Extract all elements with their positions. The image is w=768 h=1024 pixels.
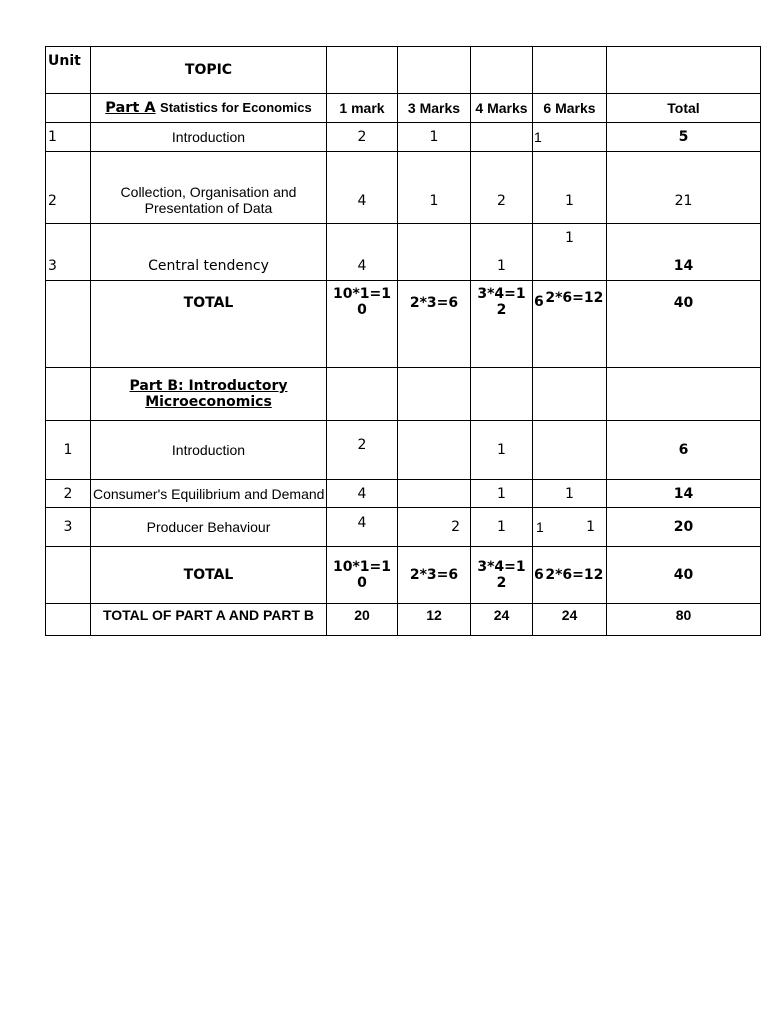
grand-total-mark-3: 12 (398, 604, 471, 636)
empty-cell (607, 47, 761, 94)
marks-distribution-table (45, 46, 761, 636)
empty-cell (46, 94, 91, 123)
part-a-total-row (46, 281, 761, 368)
mark-1: 2 (327, 123, 398, 152)
unit-number: 2 (46, 152, 91, 224)
mark-3 (398, 224, 471, 281)
col-6-marks: 6 Marks (533, 94, 607, 123)
table-row (46, 123, 761, 152)
part-b-total-row (46, 547, 761, 604)
mark-1: 4 (327, 508, 398, 547)
total-mark-6-lead: 6 (534, 294, 544, 310)
total-mark-3: 2*3=6 (398, 547, 471, 604)
total-mark-3: 2*3=6 (398, 281, 471, 368)
total-mark-1: 10*1=10 (327, 547, 398, 604)
table-row (46, 224, 761, 281)
empty-cell (533, 368, 607, 421)
mark-1: 4 (327, 480, 398, 508)
mark-6 (533, 508, 607, 547)
total-label: TOTAL (91, 281, 327, 368)
table-row (46, 152, 761, 224)
empty-cell (398, 368, 471, 421)
row-total: 20 (607, 508, 761, 547)
unit-number: 1 (46, 421, 91, 480)
total-mark-1: 10*1=10 (327, 281, 398, 368)
total-label: TOTAL (91, 547, 327, 604)
row-total: 14 (607, 224, 761, 281)
empty-cell (46, 604, 91, 636)
mark-3: 1 (398, 123, 471, 152)
row-total: 5 (607, 123, 761, 152)
unit-number: 1 (46, 123, 91, 152)
header-row (46, 47, 761, 94)
topic-name: Collection, Organisation and Presentation of Data (91, 152, 327, 224)
empty-cell (398, 47, 471, 94)
mark-6-value: 1 (586, 519, 595, 535)
total-mark-6-lead: 6 (534, 567, 544, 583)
grand-total-mark-6: 24 (533, 604, 607, 636)
part-a-heading (91, 94, 327, 123)
topic-name: Introduction (91, 123, 327, 152)
mark-4: 1 (471, 224, 533, 281)
mark-6: 1 (533, 480, 607, 508)
mark-6: 1 (533, 224, 607, 281)
total-mark-6-value: 2*6=12 (545, 290, 604, 306)
empty-cell (471, 368, 533, 421)
empty-cell (327, 368, 398, 421)
mark-6: 1 (533, 152, 607, 224)
total-mark-4: 3*4=12 (471, 547, 533, 604)
mark-3 (398, 421, 471, 480)
mark-4: 1 (471, 480, 533, 508)
mark-3: 2 (398, 508, 471, 547)
empty-cell (46, 281, 91, 368)
empty-cell (533, 47, 607, 94)
col-1-mark: 1 mark (327, 94, 398, 123)
row-total: 14 (607, 480, 761, 508)
mark-6-lead: 1 (536, 519, 544, 535)
total-overall: 40 (607, 547, 761, 604)
empty-cell (607, 368, 761, 421)
unit-header: Unit (46, 47, 91, 94)
part-a-subject: Statistics for Economics (160, 100, 312, 115)
grand-total-mark-4: 24 (471, 604, 533, 636)
mark-3 (398, 480, 471, 508)
part-a-label: Part A (105, 100, 156, 116)
mark-1: 2 (327, 421, 398, 480)
mark-3: 1 (398, 152, 471, 224)
col-3-marks: 3 Marks (398, 94, 471, 123)
empty-cell (46, 547, 91, 604)
mark-4: 1 (471, 421, 533, 480)
unit-number: 3 (46, 224, 91, 281)
topic-name: Producer Behaviour (91, 508, 327, 547)
mark-1: 4 (327, 224, 398, 281)
grand-total-row (46, 604, 761, 636)
topic-name: Introduction (91, 421, 327, 480)
part-a-heading-row (46, 94, 761, 123)
total-mark-6 (533, 281, 607, 368)
mark-4: 2 (471, 152, 533, 224)
mark-4 (471, 123, 533, 152)
mark-6 (533, 421, 607, 480)
mark-4: 1 (471, 508, 533, 547)
table-row (46, 421, 761, 480)
empty-cell (327, 47, 398, 94)
empty-cell (471, 47, 533, 94)
grand-total-mark-1: 20 (327, 604, 398, 636)
topic-name: Consumer's Equilibrium and Demand (91, 480, 327, 508)
col-4-marks: 4 Marks (471, 94, 533, 123)
total-mark-6-value: 2*6=12 (545, 567, 604, 583)
total-mark-4: 3*4=12 (471, 281, 533, 368)
topic-name: Central tendency (91, 224, 327, 281)
table-row (46, 508, 761, 547)
row-total: 6 (607, 421, 761, 480)
mark-6: 1 (533, 123, 607, 152)
grand-total-label: TOTAL OF PART A AND PART B (91, 604, 327, 636)
empty-cell (46, 368, 91, 421)
unit-number: 2 (46, 480, 91, 508)
table-row (46, 480, 761, 508)
part-b-heading: Part B: Introductory Microeconomics (91, 368, 327, 421)
unit-number: 3 (46, 508, 91, 547)
mark-1: 4 (327, 152, 398, 224)
grand-total-overall: 80 (607, 604, 761, 636)
row-total: 21 (607, 152, 761, 224)
total-overall: 40 (607, 281, 761, 368)
part-b-heading-row (46, 368, 761, 421)
topic-header: TOPIC (91, 47, 327, 94)
col-total: Total (607, 94, 761, 123)
total-mark-6 (533, 547, 607, 604)
